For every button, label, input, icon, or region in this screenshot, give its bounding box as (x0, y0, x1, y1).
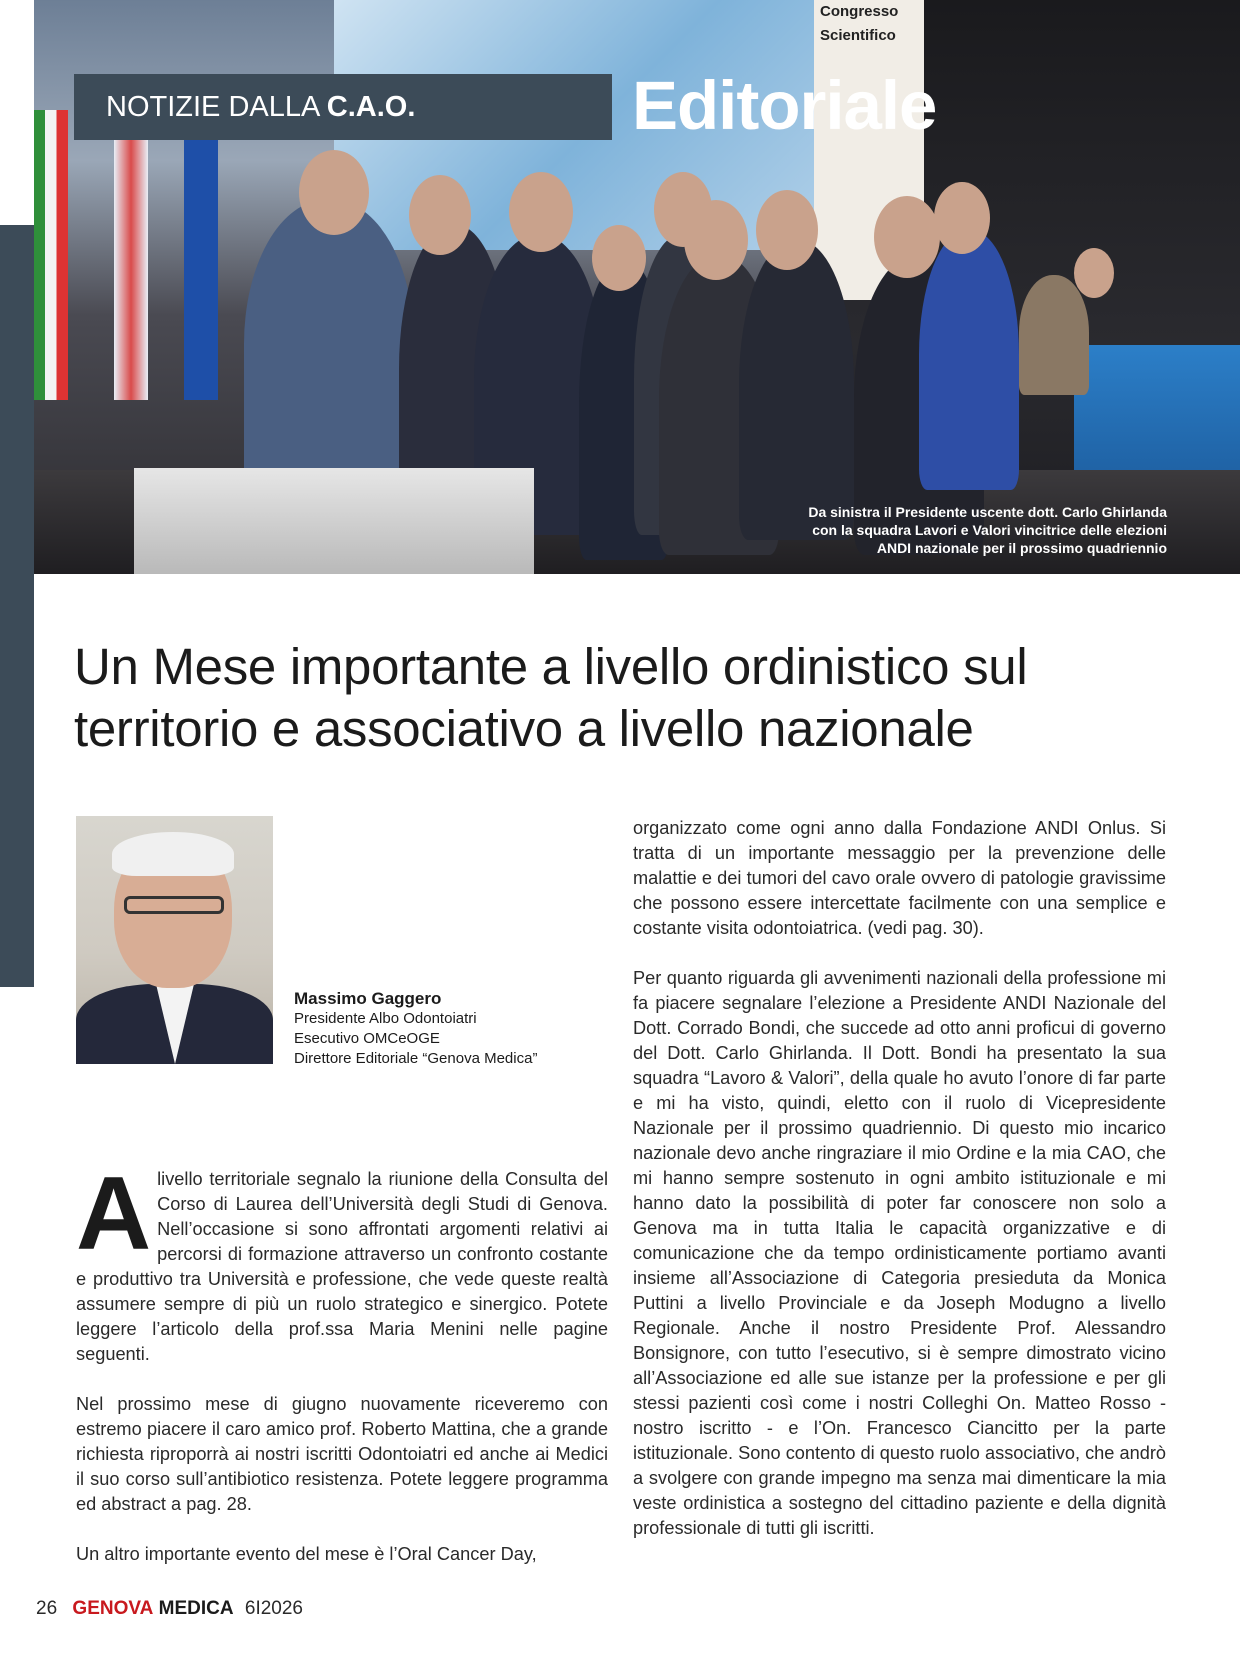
podium (134, 468, 534, 574)
portrait-glasses (124, 896, 224, 914)
section-label (74, 74, 612, 140)
congress-panel-line: Scientifico (820, 27, 896, 44)
article-column-right (633, 816, 1166, 1566)
person-head (684, 200, 748, 280)
person (919, 230, 1019, 490)
article-column-left (76, 1156, 608, 1592)
person-head (509, 172, 573, 252)
article-paragraph: Un altro importante evento del mese è l’Oral Cancer Day, (76, 1544, 537, 1564)
article-paragraph: Per quanto riguarda gli avvenimenti nazionali della professione mi fa piacere segnalare l’elezione a Presidente ANDI Nazionale del Dott. Corrado Bondi, che succede ad otto anni proficui di governo del Dott. Carlo Ghirlanda. Il Dott. Bondi ha presentato la sua squadra “Lavoro & Valori”, della quale ho avuto l’onore di far parte e mi ha visto, quindi, eletto con il ruolo di Vicepresidente Nazionale per il prossimo quadriennio. Di questo mio incarico nazionale devo anche ringraziare il mio Ordine e la mia CAO, che mi hanno sempre sostenuto in ogni ambito istituzionale e mi hanno dato la possibilità di poter far conoscere non solo a Genova ma in tutta Italia le capacità organizzative e di comunicazione che da tempo ordinisticamente portiamo avanti insieme all’Associazione di Categoria presieduta da Monica Puttini a livello Provinciale e da Joseph Modugno a livello Regionale. Anche il nostro Presidente Prof. Alessandro Bonsignore, con tutto l’esecutivo, si è sempre dimostrato vicino all’Associazione ed alle sue istanze per la professione e per gli stessi pazienti così come i nostri Colleghi On. Matteo Rosso - nostro iscritto - e l’On. Francesco Ciancitto per la parte istituzionale. Sono contento di questo ruolo associativo, che andrò a svolgere con grande impegno ma senza mai dimenticare la mia veste ordinistica a sostegno del cittadino paziente e della dignità professionale di tutti gli iscritti. (633, 968, 1166, 1538)
photo-caption (747, 503, 1167, 557)
person-head (1074, 248, 1114, 298)
caption-line: Da sinistra il Presidente uscente dott. Carlo Ghirlanda (808, 504, 1167, 520)
person (739, 240, 854, 540)
article-paragraph (76, 1156, 608, 1367)
person-head (934, 182, 990, 254)
author-name: Massimo Gaggero (294, 989, 442, 1008)
page-footer (36, 1598, 303, 1620)
paragraph-text: livello territoriale segnalo la riunione della Consulta del Corso di Laurea dell’Università degli Studi di Genova. Nell’occasione si sono affrontati argomenti relativi ai percorsi di formazione attraverso un confronto costante e produttivo tra Università e professione, che vede queste realtà assumere sempre di più un ruolo strategico e sinergico. Potete leggere l’articolo della prof.ssa Maria Menini nelle pagine seguenti. (76, 1169, 608, 1364)
drop-cap: A (76, 1156, 152, 1272)
author-role: Presidente Albo Odontoiatri (294, 1010, 477, 1027)
brand-name-part1: GENOVA (72, 1598, 154, 1619)
issue-number: 6I2026 (244, 1598, 303, 1619)
article-headline: Un Mese importante a livello ordinistico sul territorio e associativo a livello nazionale (74, 638, 1028, 757)
section-label-strong: C.A.O. (326, 91, 416, 123)
person (1019, 275, 1089, 395)
author-portrait (76, 816, 273, 1064)
section-label-prefix: NOTIZIE DALLA (106, 91, 327, 123)
portrait-hair (112, 832, 234, 876)
caption-line: con la squadra Lavori e Valori vincitrice delle elezioni (812, 522, 1167, 538)
side-accent-bar (0, 225, 34, 987)
person-head (874, 196, 940, 278)
flag (114, 110, 148, 400)
person-head (409, 175, 471, 255)
person (244, 200, 414, 500)
congress-panel-line: Congresso (820, 3, 899, 20)
flag-italy (34, 110, 68, 400)
author-block (294, 989, 537, 1069)
person-head (299, 150, 369, 235)
person-head (592, 225, 646, 291)
article-paragraph: Nel prossimo mese di giugno nuovamente riceveremo con estremo piacere il caro amico prof. Roberto Mattina, che a grande richiesta riproporrà ai nostri iscritti Odontoiatri ed anche ai Medici il suo corso sull’antibiotico resistenza. Potete leggere programma ed abstract a pag. 28. (76, 1394, 608, 1514)
person-head (756, 190, 818, 270)
author-role: Esecutivo OMCeOGE (294, 1030, 440, 1047)
flag-eu (184, 110, 218, 400)
brand-name-part2: MEDICA (158, 1598, 234, 1619)
article-paragraph: organizzato come ogni anno dalla Fondazione ANDI Onlus. Si tratta di un importante messaggio per la prevenzione delle malattie e dei tumori del cavo orale ovvero di patologie gravissime che possono essere intercettate facilmente con una semplice e costante visita odontoiatrica. (vedi pag. 30). (633, 818, 1166, 938)
author-role: Direttore Editoriale “Genova Medica” (294, 1050, 538, 1067)
page-number: 26 (36, 1598, 58, 1619)
caption-line: ANDI nazionale per il prossimo quadriennio (876, 540, 1167, 556)
editorial-title: Editoriale (632, 67, 937, 144)
